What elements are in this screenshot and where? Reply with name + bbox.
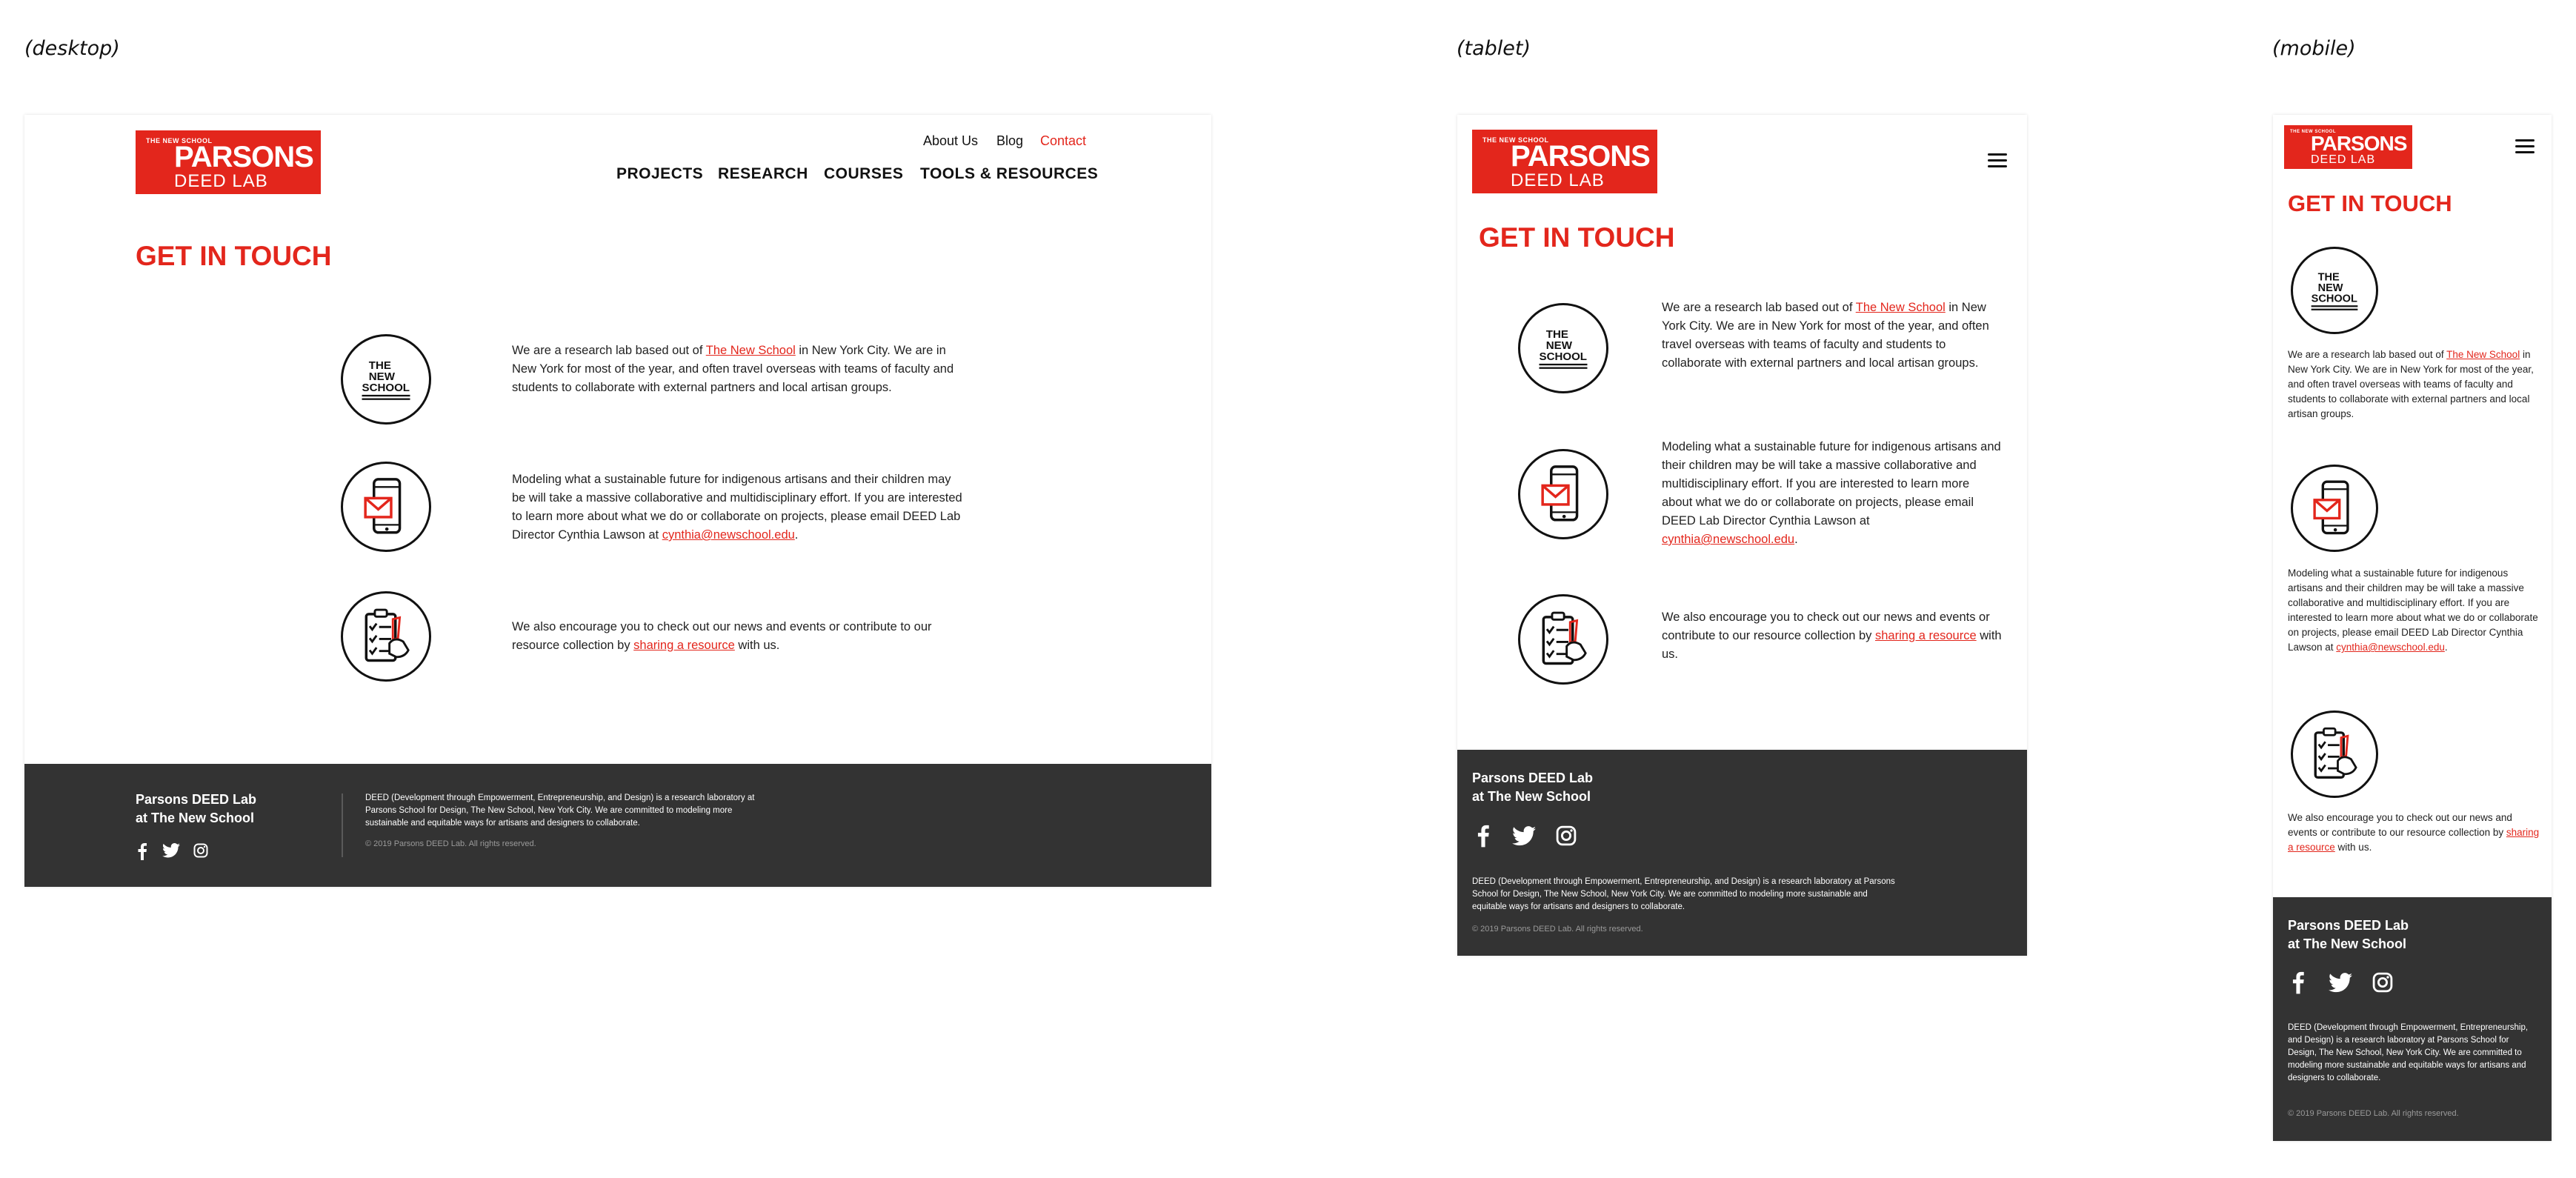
facebook-icon[interactable]	[1477, 824, 1490, 848]
footer-org-name	[1472, 769, 1593, 806]
share-resource-link[interactable]: sharing a resource	[2288, 827, 2540, 853]
s3-pre: We also encourage you to check out our news and events or contribute to our resource collection by	[2288, 812, 2512, 838]
footer-description: DEED (Development through Empowerment, Entrepreneurship, and Design) is a research laboratory at Parsons School for Design, The New School, New York City. We are committed to modeling more sustainable and equitable ways for artisans and designers to collaborate.	[1472, 877, 1895, 911]
menu-toggle-tablet[interactable]	[1988, 153, 2007, 167]
svg-text:THE: THE	[1545, 328, 1568, 342]
facebook-icon[interactable]	[2292, 971, 2305, 994]
footer-copyright: © 2019 Parsons DEED Lab. All rights reserved.	[1472, 925, 1643, 934]
site-logo-mobile[interactable]	[2284, 125, 2412, 169]
footer-name-line1: Parsons DEED Lab	[2288, 918, 2409, 933]
s3-post: with us.	[1662, 629, 2002, 661]
facebook-icon[interactable]	[137, 842, 147, 860]
nav-projects[interactable]: PROJECTS	[616, 165, 704, 182]
s1-pre: We are a research lab based out of	[512, 344, 706, 357]
phone-mail-icon	[2291, 465, 2378, 552]
mobile-frame	[2273, 115, 2552, 1141]
s1-pre: We are a research lab based out of	[1662, 301, 1856, 314]
email-link[interactable]: cynthia@newschool.edu	[2336, 642, 2445, 653]
section-1-text-mobile	[2288, 347, 2540, 422]
footer-name-line2: at The New School	[1472, 789, 1591, 804]
s2-post: .	[794, 528, 799, 542]
logo-small-text: THE NEW SCHOOL	[146, 137, 213, 144]
section-2-text	[512, 470, 964, 545]
new-school-logo-icon	[2291, 247, 2378, 334]
share-resource-link[interactable]: sharing a resource	[633, 639, 735, 652]
s2-pre: Modeling what a sustainable future for indigenous artisans and their children may be will take a massive collaborative and multidisciplinary effort. If you are interested to learn more about what we do or collaborate on projects, please email DEED Lab Director Cynthia Lawson at	[2288, 568, 2538, 653]
s3-pre: We also encourage you to check out our news and events or contribute to our resource collection by	[512, 620, 932, 652]
logo-small-text: THE NEW SCHOOL	[2290, 130, 2336, 134]
new-school-link[interactable]: The New School	[1855, 301, 1946, 314]
page-title-tablet: GET IN TOUCH	[1479, 222, 1675, 253]
logo-big-text: PARSONS	[1511, 140, 1650, 173]
section-3-text-mobile	[2288, 811, 2540, 855]
site-logo[interactable]	[136, 130, 321, 194]
footer-name-line1: Parsons DEED Lab	[136, 792, 257, 807]
nav-tools-resources[interactable]: TOOLS & RESOURCES	[920, 165, 1099, 182]
s1-pre: We are a research lab based out of	[2288, 349, 2447, 360]
phone-mail-icon	[1518, 449, 1608, 539]
section-1-text-tablet	[1662, 299, 2003, 373]
site-footer-mobile	[2273, 897, 2552, 1141]
site-footer	[24, 764, 1211, 887]
svg-text:SCHOOL: SCHOOL	[1539, 350, 1588, 364]
instagram-icon[interactable]	[1556, 825, 1577, 846]
s3-post: with us.	[2334, 842, 2372, 853]
nav-about-us[interactable]: About Us	[923, 133, 979, 148]
section-2-text-mobile	[2288, 566, 2540, 655]
checklist-hand-icon	[1518, 594, 1608, 685]
svg-text:THE: THE	[2317, 271, 2340, 284]
new-school-link[interactable]: The New School	[705, 344, 796, 357]
viewport-label-tablet: (tablet)	[1457, 37, 1531, 60]
s1-post: in New York City. We are in New York for most of the year, and often travel overseas with teams of faculty and students to collaborate with external partners and local artisan groups.	[1662, 301, 1989, 370]
checklist-hand-icon	[341, 591, 431, 682]
desktop-frame	[24, 115, 1211, 887]
logo-sub-text: DEED LAB	[174, 171, 268, 191]
section-3-text-tablet	[1662, 608, 2003, 664]
site-footer-tablet	[1457, 750, 2027, 956]
s2-pre: Modeling what a sustainable future for indigenous artisans and their children may be will take a massive collaborative and multidisciplinary effort. If you are interested to learn more about what we do or collaborate on projects, please email DEED Lab Director Cynthia Lawson at	[512, 473, 962, 542]
checklist-hand-icon	[2291, 711, 2378, 798]
s3-pre: We also encourage you to check out our news and events or contribute to our resource collection by	[1662, 610, 1990, 642]
s1-post: in New York City. We are in New York for most of the year, and often travel overseas with teams of faculty and students to collaborate with external partners and local artisan groups.	[512, 344, 954, 394]
page-title: GET IN TOUCH	[136, 241, 332, 271]
logo-sub-text: DEED LAB	[1511, 170, 1605, 190]
svg-text:SCHOOL: SCHOOL	[2311, 293, 2357, 305]
footer-org-name	[136, 791, 256, 828]
svg-text:NEW: NEW	[2317, 282, 2343, 295]
email-link[interactable]: cynthia@newschool.edu	[1662, 533, 1795, 546]
nav-contact[interactable]: Contact	[1040, 133, 1087, 148]
nav-research[interactable]: RESEARCH	[718, 165, 808, 182]
logo-big-text: PARSONS	[174, 141, 313, 173]
svg-text:NEW: NEW	[1545, 339, 1572, 353]
logo-small-text: THE NEW SCHOOL	[1482, 136, 1549, 144]
footer-name-line1: Parsons DEED Lab	[1472, 771, 1594, 785]
email-link[interactable]: cynthia@newschool.edu	[662, 528, 795, 542]
footer-description: DEED (Development through Empowerment, Entrepreneurship, and Design) is a research laboratory at Parsons School for Design, The New School, New York City. We are committed to modeling more sustainable and equitable ways for artisans and designers to collaborate.	[365, 793, 755, 828]
instagram-icon[interactable]	[193, 843, 208, 858]
section-3-text	[512, 618, 964, 655]
svg-text:THE: THE	[368, 359, 391, 373]
footer-name-line2: at The New School	[136, 811, 255, 825]
footer-divider	[342, 793, 343, 857]
twitter-icon[interactable]	[162, 843, 180, 858]
site-logo-tablet[interactable]	[1472, 130, 1657, 193]
svg-text:SCHOOL: SCHOOL	[362, 382, 410, 395]
twitter-icon[interactable]	[1512, 826, 1536, 846]
instagram-icon[interactable]	[2372, 972, 2393, 993]
footer-org-name	[2288, 916, 2409, 954]
footer-name-line2: at The New School	[2288, 936, 2407, 951]
s2-post: .	[1794, 533, 1798, 546]
new-school-logo-icon	[341, 334, 431, 425]
footer-copyright: © 2019 Parsons DEED Lab. All rights reserved.	[365, 839, 536, 848]
menu-toggle-mobile[interactable]	[2515, 139, 2535, 153]
section-2-text-tablet	[1662, 438, 2003, 549]
tablet-frame	[1457, 115, 2027, 956]
page-title-mobile: GET IN TOUCH	[2288, 190, 2452, 216]
viewport-label-mobile: (mobile)	[2272, 37, 2356, 60]
footer-description: DEED (Development through Empowerment, Entrepreneurship, and Design) is a research laboratory at Parsons School for Design, The New School, New York City. We are committed to modeling more sustainable and equitable ways for artisans and designers to collaborate.	[2288, 1023, 2529, 1082]
new-school-link[interactable]: The New School	[2446, 349, 2520, 360]
footer-copyright: © 2019 Parsons DEED Lab. All rights reserved.	[2288, 1109, 2459, 1118]
twitter-icon[interactable]	[2329, 973, 2352, 993]
phone-mail-icon	[341, 462, 431, 552]
section-1-text	[512, 342, 964, 397]
logo-sub-text: DEED LAB	[2311, 153, 2376, 166]
nav-blog[interactable]: Blog	[996, 133, 1024, 148]
new-school-logo-icon	[1518, 303, 1608, 393]
nav-courses[interactable]: COURSES	[824, 165, 904, 182]
s3-post: with us.	[734, 639, 780, 652]
logo-big-text: PARSONS	[2311, 132, 2407, 155]
s2-pre: Modeling what a sustainable future for indigenous artisans and their children may be will take a massive collaborative and multidisciplinary effort. If you are interested to learn more about what we do or collaborate on projects, please email DEED Lab Director Cynthia Lawson at	[1662, 440, 2001, 528]
share-resource-link[interactable]: sharing a resource	[1875, 629, 1977, 642]
svg-text:NEW: NEW	[368, 370, 395, 384]
s2-post: .	[2444, 642, 2448, 653]
s1-post: in New York City. We are in New York for most of the year, and often travel overseas with teams of faculty and students to collaborate with external partners and local artisan groups.	[2288, 349, 2534, 419]
viewport-label-desktop: (desktop)	[24, 37, 120, 60]
